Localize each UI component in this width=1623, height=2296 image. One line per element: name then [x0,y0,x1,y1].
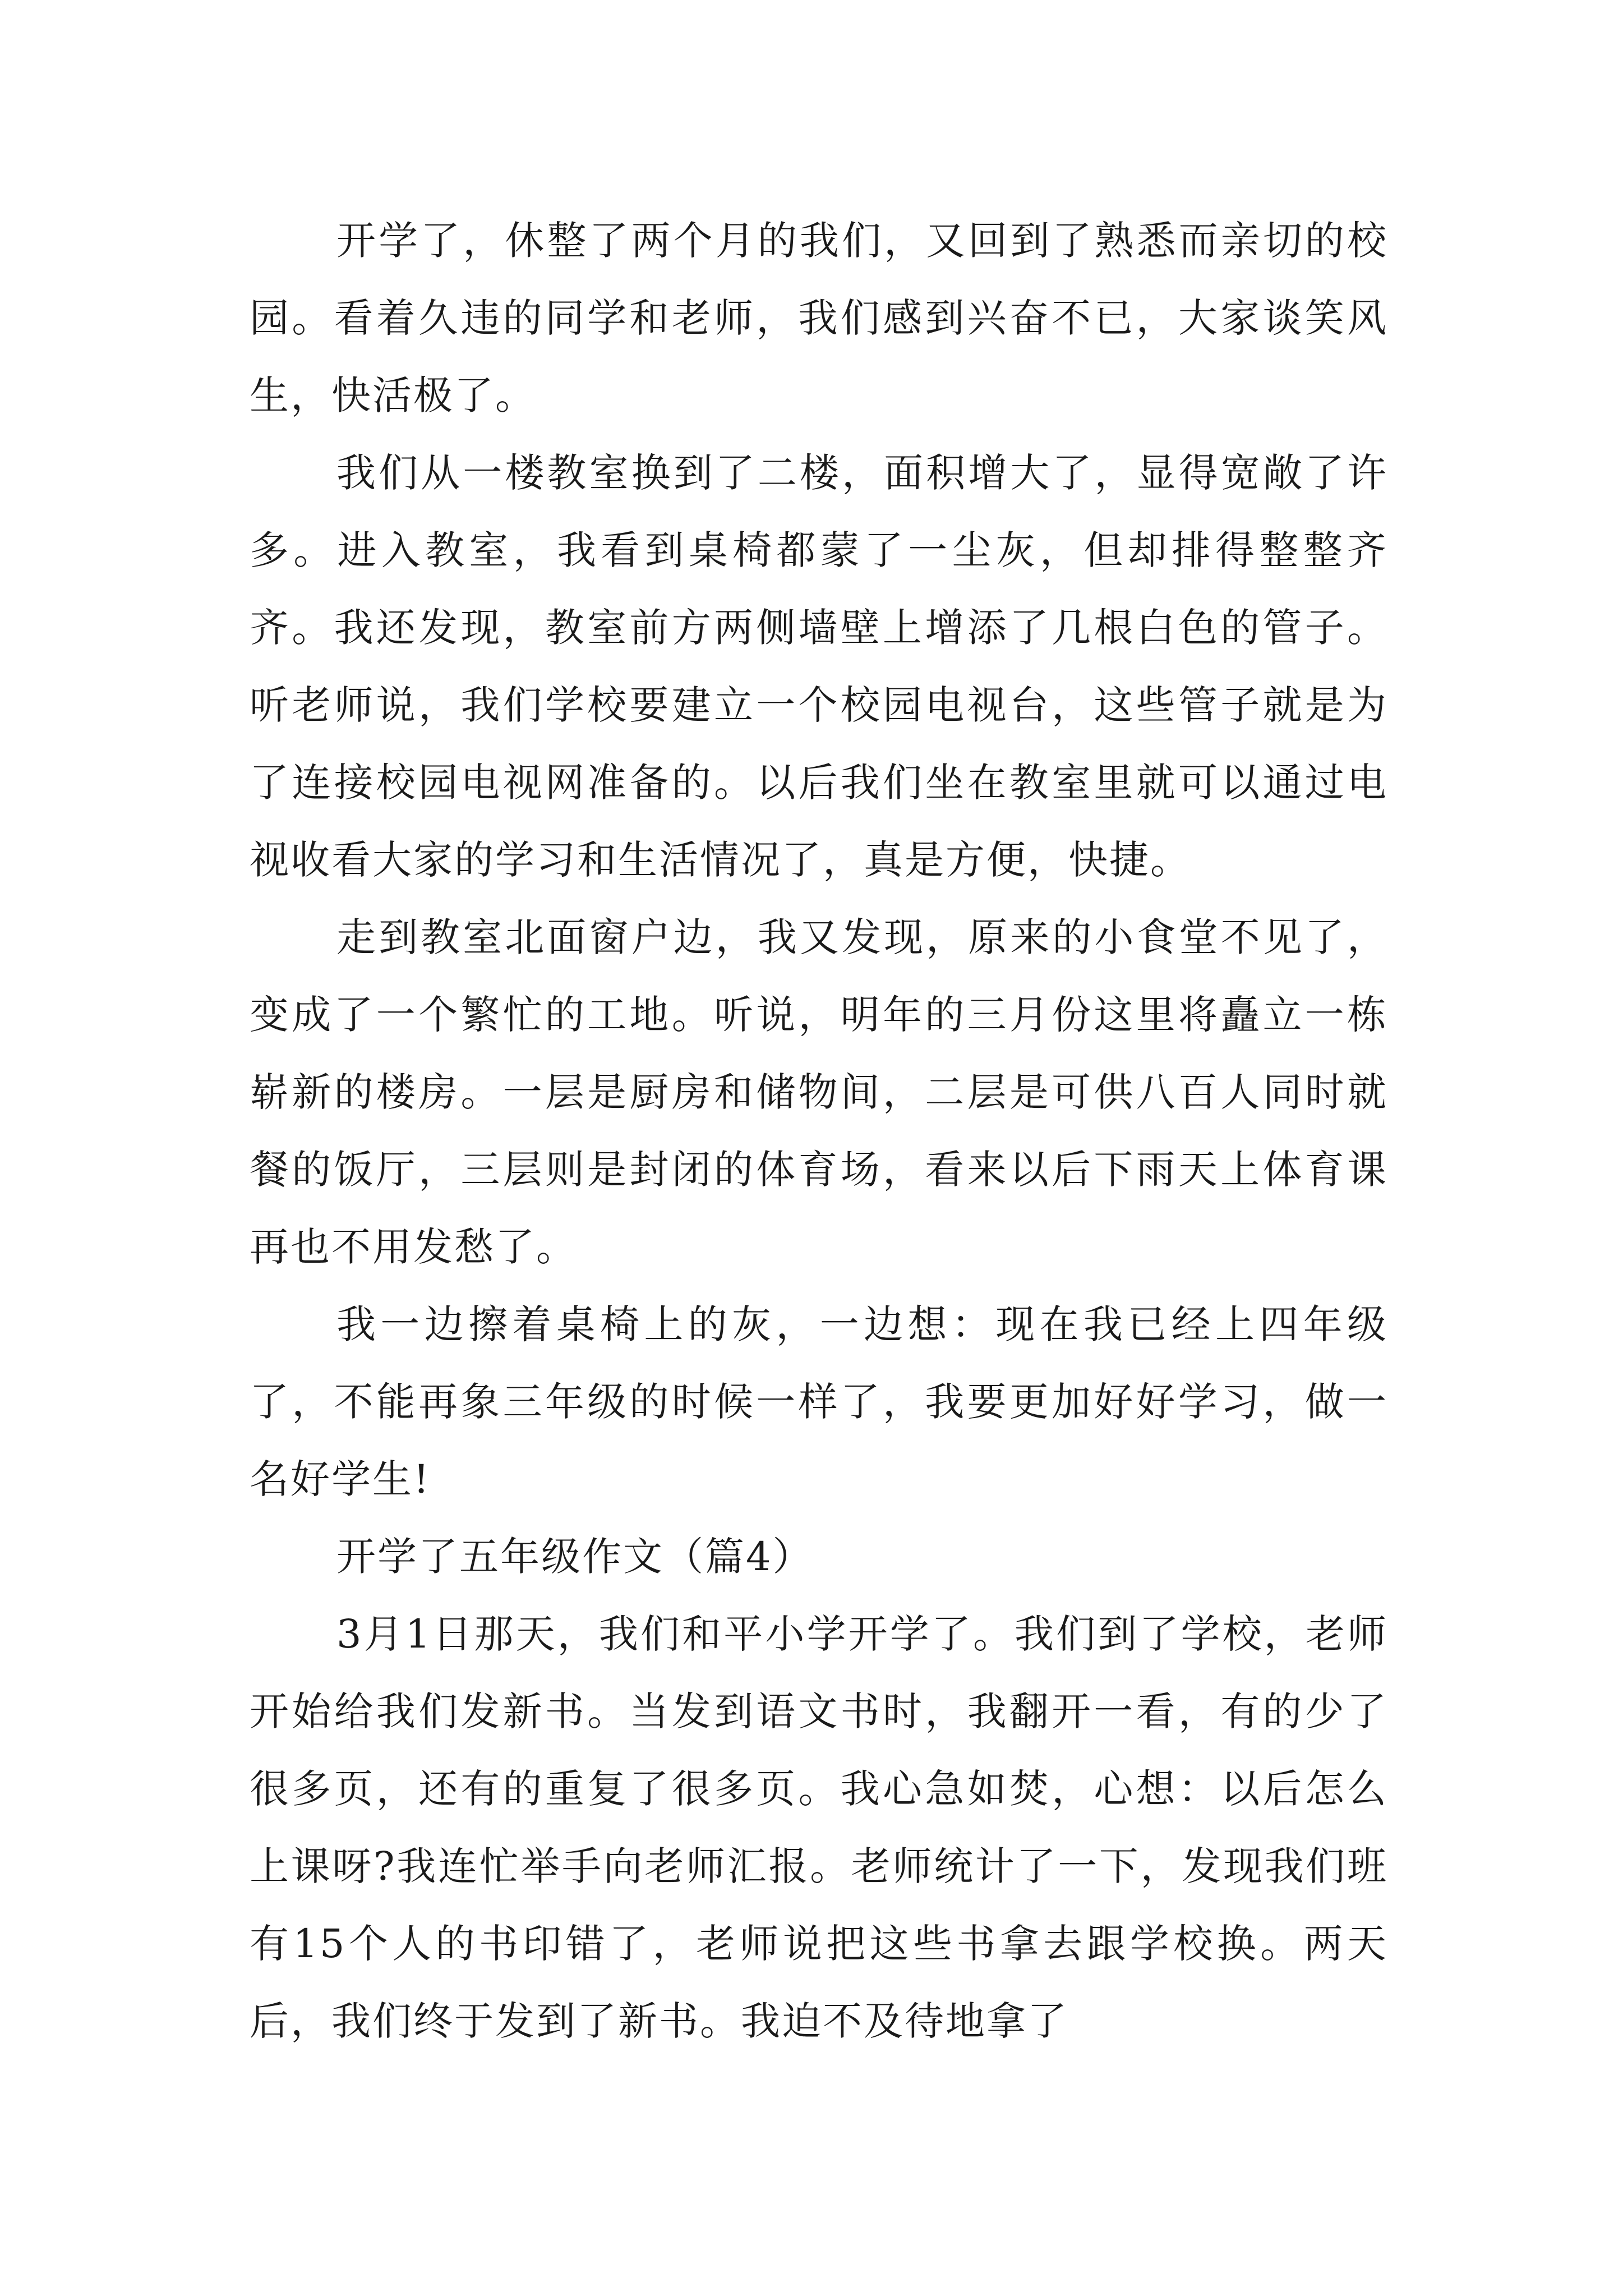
paragraph-2: 我们从一楼教室换到了二楼，面积增大了，显得宽敞了许多。进入教室，我看到桌椅都蒙了一尘灰，但却排得整整齐齐。我还发现，教室前方两侧墙壁上增添了几根白色的管子。听老师说，我们学校要建立一个校园电视台，这些管子就是为了连接校园电视网准备的。以后我们坐在教室里就可以通过电视收看大家的学习和生活情况了，真是方便，快捷。 [250,450,1388,883]
article-body [250,202,1388,2060]
paragraph-5: 3月1日那天，我们和平小学开学了。我们到了学校，老师开始给我们发新书。当发到语文书时，我翻开一看，有的少了很多页，还有的重复了很多页。我心急如焚，心想：以后怎么上课呀?我连忙举手向老师汇报。老师统计了一下，发现我们班有15个人的书印错了，老师说把这些书拿去跟学校换。两天后，我们终于发到了新书。我迫不及待地拿了 [250,1611,1388,2044]
section-heading: 开学了五年级作文（篇4） [336,1534,814,1580]
paragraph-4: 我一边擦着桌椅上的灰，一边想：现在我已经上四年级了，不能再象三年级的时候一样了，我要更加好好学习，做一名好学生! [250,1301,1388,1502]
paragraph-3: 走到教室北面窗户边，我又发现，原来的小食堂不见了，变成了一个繁忙的工地。听说，明年的三月份这里将矗立一栋崭新的楼房。一层是厨房和储物间，二层是可供八百人同时就餐的饭厅，三层则是封闭的体育场，看来以后下雨天上体育课再也不用发愁了。 [250,914,1388,1270]
paragraph-1: 开学了，休整了两个月的我们，又回到了熟悉而亲切的校园。看着久违的同学和老师，我们感到兴奋不已，大家谈笑风生，快活极了。 [250,218,1388,418]
